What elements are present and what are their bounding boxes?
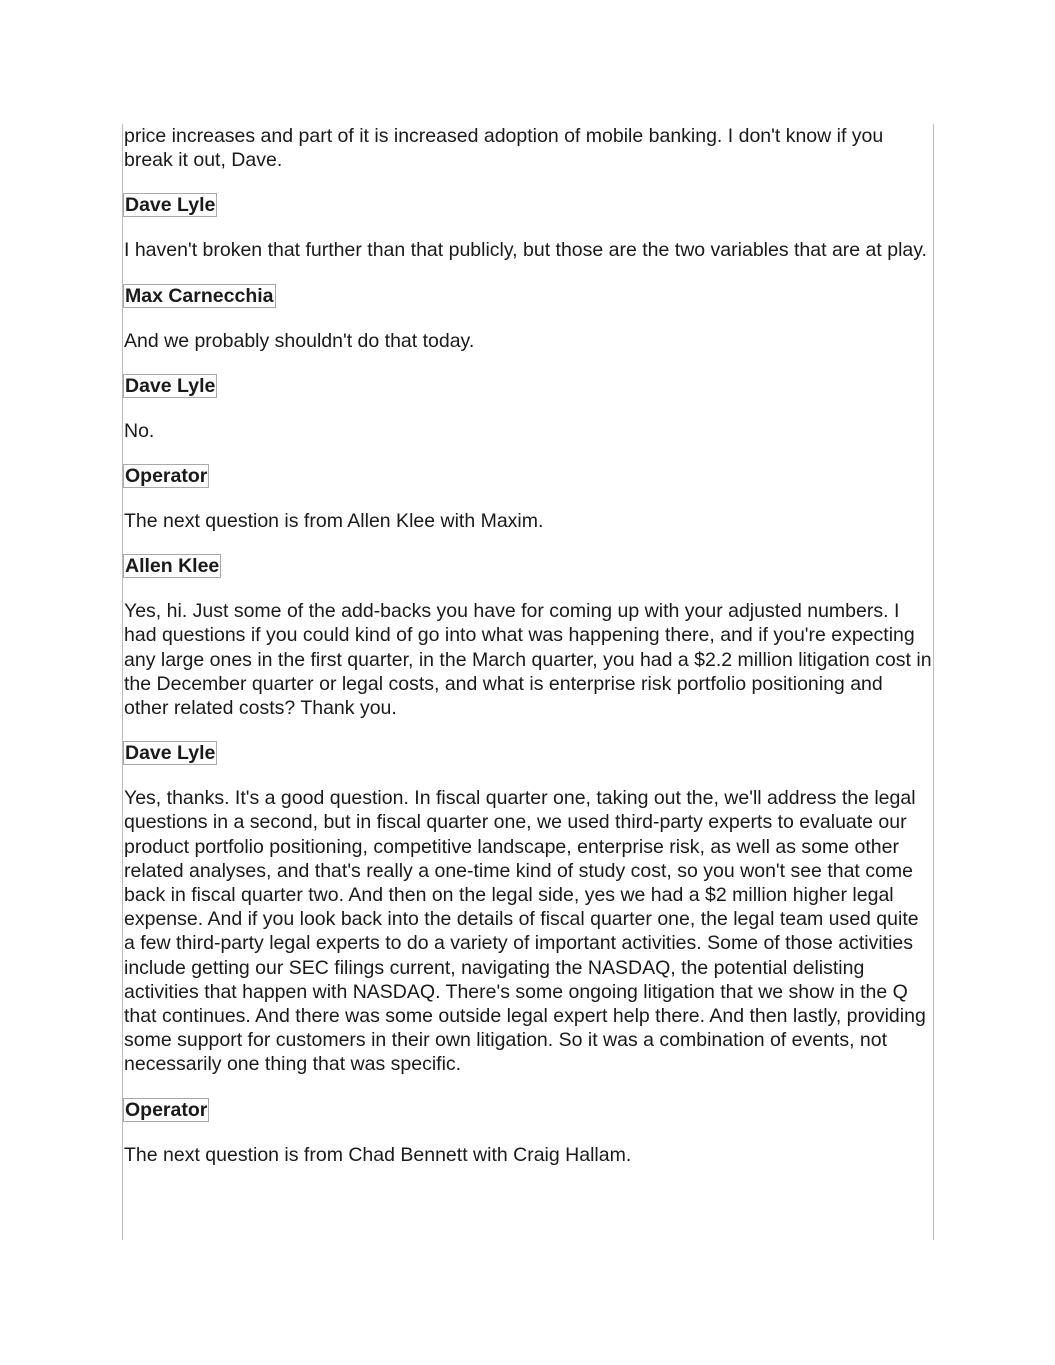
speaker-row: [124, 741, 932, 765]
speaker-name: Allen Klee: [125, 555, 220, 578]
transcript-paragraph: I haven't broken that further than that publicly, but those are the two variables that are at play.: [124, 239, 927, 262]
speaker-name: Dave Lyle: [125, 374, 216, 397]
transcript-paragraph: The next question is from Allen Klee with Maxim.: [124, 510, 544, 533]
speaker-row: [124, 464, 932, 488]
transcript-paragraph: No.: [124, 419, 155, 442]
speaker-row: [124, 554, 932, 578]
speaker-name: Max Carnecchia: [125, 284, 274, 307]
speaker-row: [124, 374, 932, 398]
transcript-paragraph: Yes, thanks. It's a good question. In fiscal quarter one, taking out the, we'll address the legal questions in a second, but in fiscal quarter one, we used third-party experts to evaluate our product portfolio positioning, competitive landscape, enterprise risk, as well as some other related analyses, and that's really a one-time kind of study cost, so you won't see that come back in fiscal quarter two. And then on the legal side, yes we had a $2 million higher legal expense. And if you look back into the details of fiscal quarter one, the legal team used quite a few third-party legal experts to do a variety of important activities. Some of those activities include getting our SEC filings current, navigating the NASDAQ, the potential delisting activities that happen with NASDAQ. There's some ongoing litigation that we show in the Q that continues. And there was some outside legal expert help there. And then lastly, providing some support for customers in their own litigation. So it was a combination of events, not necessarily one thing that was specific.: [124, 787, 926, 1076]
speaker-name: Dave Lyle: [125, 742, 216, 765]
transcript-content: [124, 124, 932, 1167]
speaker-row: [124, 1098, 932, 1122]
transcript-paragraph: The next question is from Chad Bennett with Craig Hallam.: [124, 1143, 632, 1166]
speaker-name: Dave Lyle: [125, 194, 216, 217]
speaker-name: Operator: [125, 1098, 208, 1121]
speaker-row: [124, 284, 932, 308]
transcript-paragraph: Yes, hi. Just some of the add-backs you have for coming up with your adjusted numbers. I had questions if you could kind of go into what was happening there, and if you're expecting any large ones in the first quarter, in the March quarter, you had a $2.2 million litigation cost in the December quarter or legal costs, and what is enterprise risk portfolio positioning and other related costs? Thank you.: [124, 600, 932, 720]
speaker-row: [124, 193, 932, 217]
transcript-paragraph: price increases and part of it is increased adoption of mobile banking. I don't know if you break it out, Dave.: [124, 125, 884, 172]
speaker-name: Operator: [125, 465, 208, 488]
transcript-paragraph: And we probably shouldn't do that today.: [124, 329, 475, 352]
